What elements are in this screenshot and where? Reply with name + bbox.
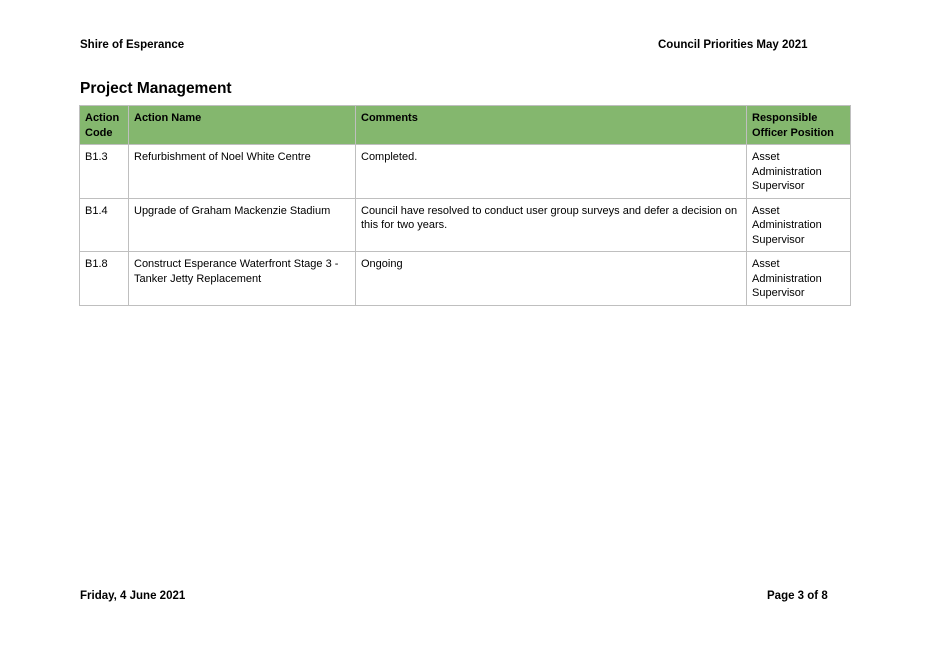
action-code-cell: B1.4 — [80, 198, 129, 252]
action-code-cell: B1.3 — [80, 145, 129, 199]
action-name-cell: Upgrade of Graham Mackenzie Stadium — [129, 198, 356, 252]
action-code-cell: B1.8 — [80, 252, 129, 306]
table-row — [80, 252, 851, 306]
page-number: Page 3 of 8 — [767, 590, 828, 602]
column-header-action-name: Action Name — [129, 106, 356, 145]
officer-cell: Asset Administration Supervisor — [747, 198, 851, 252]
comments-cell: Completed. — [356, 145, 747, 199]
actions-table — [79, 105, 851, 306]
comments-cell: Council have resolved to conduct user group surveys and defer a decision on this for two years. — [356, 198, 747, 252]
column-header-responsible-officer: Responsible Officer Position — [747, 106, 851, 145]
footer-date: Friday, 4 June 2021 — [80, 590, 186, 602]
section-title: Project Management — [80, 80, 232, 97]
organisation-name: Shire of Esperance — [80, 39, 185, 51]
table-row — [80, 198, 851, 252]
column-header-action-code: Action Code — [80, 106, 129, 145]
action-name-cell: Refurbishment of Noel White Centre — [129, 145, 356, 199]
officer-cell: Asset Administration Supervisor — [747, 252, 851, 306]
officer-cell: Asset Administration Supervisor — [747, 145, 851, 199]
comments-cell: Ongoing — [356, 252, 747, 306]
column-header-comments: Comments — [356, 106, 747, 145]
action-name-cell: Construct Esperance Waterfront Stage 3 - Tanker Jetty Replacement — [129, 252, 356, 306]
table-header-row — [80, 106, 851, 145]
report-title: Council Priorities May 2021 — [658, 39, 808, 51]
table-row — [80, 145, 851, 199]
